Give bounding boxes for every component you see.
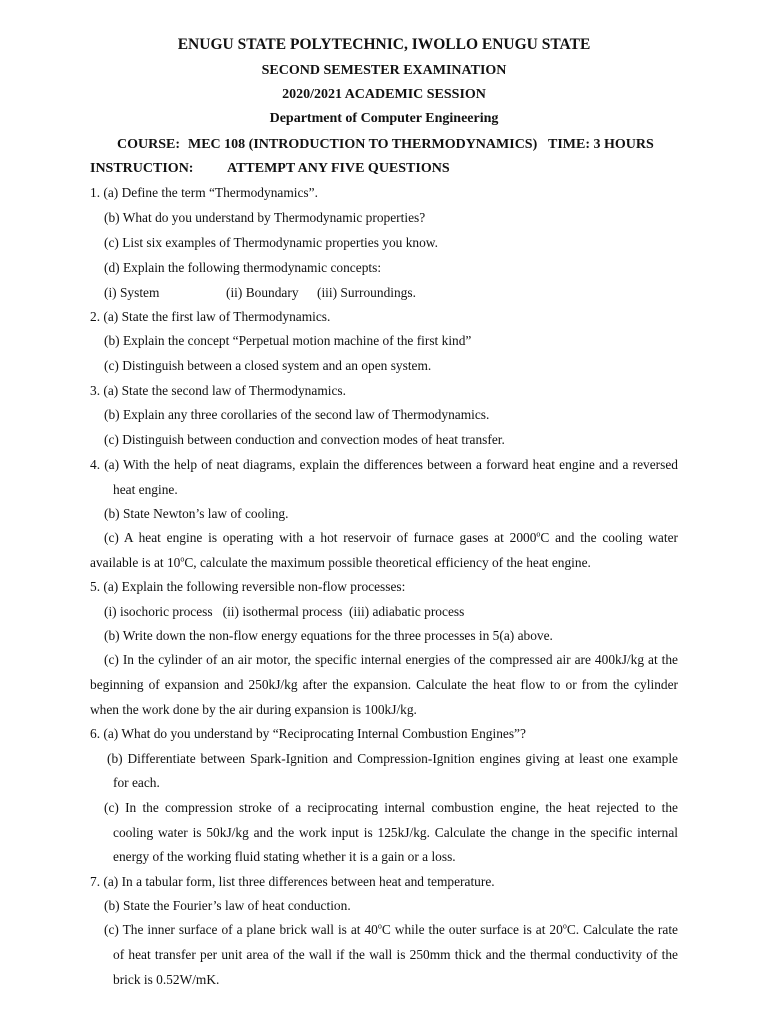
q4-c-line2 <box>90 554 591 572</box>
q4-a-line1: 4. (a) With the help of neat diagrams, explain the differences between a forward heat engine and a reversed <box>90 457 678 472</box>
exam-title: SECOND SEMESTER EXAMINATION <box>261 63 507 78</box>
q1-b: (b) What do you understand by Thermodynamic properties? <box>104 210 426 225</box>
institution-title: ENUGU STATE POLYTECHNIC, IWOLLO ENUGU STATE <box>177 36 591 53</box>
q4-c1-pre: (c) A heat engine is operating with a hot reservoir of furnace gases at 2000 <box>104 530 537 545</box>
q6-c-line2: cooling water is 50kJ/kg and the work input is 125kJ/kg. Calculate the change in the specific internal <box>113 825 678 840</box>
q7-c-line3: brick is 0.52W/mK. <box>113 972 220 987</box>
q4-c2-pre: available is at 10 <box>90 555 181 570</box>
q1-d-i: (i) System <box>104 285 160 300</box>
q5-a-list: (i) isochoric process (ii) isothermal process (iii) adiabatic process <box>104 604 465 619</box>
q5-c-line1: (c) In the cylinder of an air motor, the specific internal energies of the compressed air are 400kJ/kg at the <box>104 652 678 667</box>
q1-d-ii: (ii) Boundary <box>226 285 299 300</box>
q4-c2-post: C, calculate the maximum possible theoretical efficiency of the heat engine. <box>184 555 591 570</box>
degree-superscript: o <box>377 921 382 931</box>
q3-b: (b) Explain any three corollaries of the second law of Thermodynamics. <box>104 407 490 422</box>
q7-a: 7. (a) In a tabular form, list three differences between heat and temperature. <box>90 874 495 889</box>
session-title: 2020/2021 ACADEMIC SESSION <box>282 87 486 102</box>
q4-c1-post: C and the cooling water <box>540 530 678 545</box>
q4-b: (b) State Newton’s law of cooling. <box>104 506 289 521</box>
degree-superscript: o <box>562 921 567 931</box>
q7-c1-mid: C while the outer surface is at 20 <box>381 922 563 937</box>
q2-c: (c) Distinguish between a closed system and an open system. <box>104 358 432 373</box>
q5-a: 5. (a) Explain the following reversible non-flow processes: <box>90 579 406 594</box>
q4-c-line1 <box>104 529 678 547</box>
exam-time: TIME: 3 HOURS <box>548 137 654 152</box>
q6-b-line2: for each. <box>113 775 160 790</box>
q6-a: 6. (a) What do you understand by “Reciprocating Internal Combustion Engines”? <box>90 726 526 741</box>
q2-a: 2. (a) State the first law of Thermodynamics. <box>90 309 331 324</box>
course-label: COURSE: <box>117 137 181 152</box>
q7-b: (b) State the Fourier’s law of heat conduction. <box>104 898 351 913</box>
q5-c-line3: when the work done by the air during expansion is 100kJ/kg. <box>90 702 417 717</box>
instruction-text: ATTEMPT ANY FIVE QUESTIONS <box>227 161 450 176</box>
degree-superscript: o <box>180 554 185 564</box>
course-name: MEC 108 (INTRODUCTION TO THERMODYNAMICS) <box>188 137 538 152</box>
q6-c-line3: energy of the working fluid stating whether it is a gain or a loss. <box>113 849 456 864</box>
q5-c-line2: beginning of expansion and 250kJ/kg after the expansion. Calculate the heat flow to or from the cylinder <box>90 677 678 692</box>
q4-a-line2: heat engine. <box>113 482 178 497</box>
q7-c1-pre: (c) The inner surface of a plane brick wall is at 40 <box>104 922 378 937</box>
q7-c-line2: of heat transfer per unit area of the wall if the wall is 250mm thick and the thermal conductivity of the <box>113 947 678 962</box>
q7-c-line1 <box>104 921 678 939</box>
q6-b-line1: (b) Differentiate between Spark-Ignition and Compression-Ignition engines giving at least one example <box>107 751 678 766</box>
q7-c1-post: C. Calculate the rate <box>566 922 678 937</box>
degree-superscript: o <box>536 529 541 539</box>
q5-b: (b) Write down the non-flow energy equations for the three processes in 5(a) above. <box>104 628 553 643</box>
q1-d-iii: (iii) Surroundings. <box>317 285 416 300</box>
q1-d: (d) Explain the following thermodynamic concepts: <box>104 260 382 275</box>
department-title: Department of Computer Engineering <box>269 111 499 126</box>
q1-c: (c) List six examples of Thermodynamic properties you know. <box>104 235 438 250</box>
instruction-label: INSTRUCTION: <box>90 161 194 176</box>
q3-c: (c) Distinguish between conduction and convection modes of heat transfer. <box>104 432 505 447</box>
q6-c-line1: (c) In the compression stroke of a reciprocating internal combustion engine, the heat rejected to the <box>104 800 678 815</box>
q1-a: 1. (a) Define the term “Thermodynamics”. <box>90 185 318 200</box>
q2-b: (b) Explain the concept “Perpetual motion machine of the first kind” <box>104 333 472 348</box>
q3-a: 3. (a) State the second law of Thermodynamics. <box>90 383 346 398</box>
